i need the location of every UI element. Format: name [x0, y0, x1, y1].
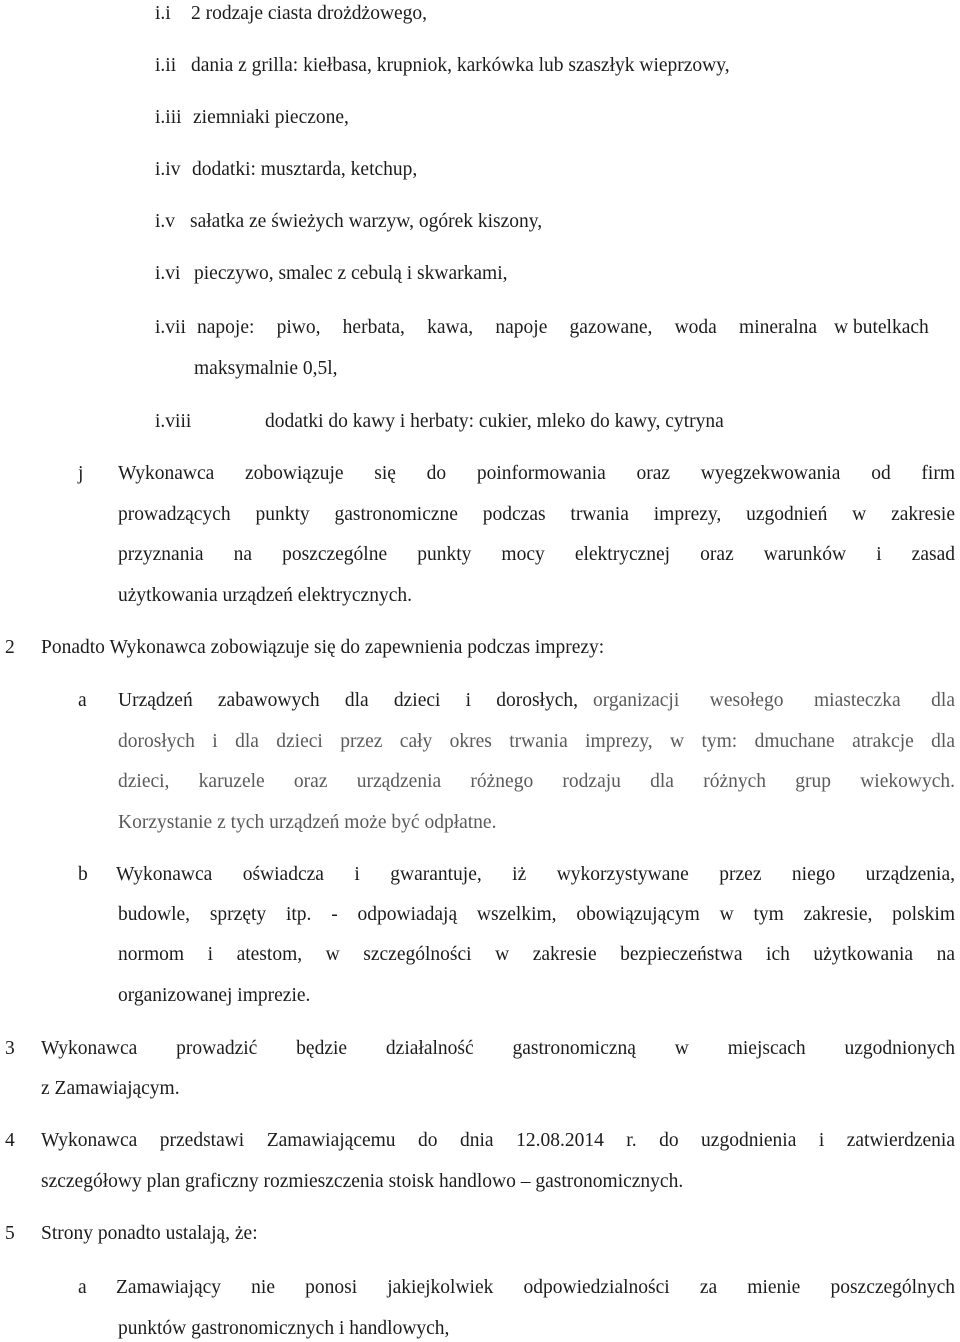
section-line: szczegółowy plan graficzny rozmieszczenia stoisk handlowo – gastronomicznych.	[41, 1171, 684, 1192]
item-marker: j	[78, 463, 84, 484]
section-number: 3	[5, 1038, 15, 1059]
subitem-text: ziemniaki pieczone,	[193, 107, 349, 128]
section-number: 5	[5, 1223, 15, 1244]
subitem-text: 2 rodzaje ciasta drożdżowego,	[191, 3, 428, 24]
item-marker: b	[78, 864, 88, 885]
paragraph-line: organizowanej imprezie.	[118, 985, 311, 1006]
paragraph-line: prowadzących punkty gastronomiczne podczas trwania imprezy, uzgodnień w zakresie	[118, 504, 955, 525]
subitem-number: i.v	[155, 211, 176, 232]
subitem-number: i.iii	[155, 107, 182, 128]
paragraph-line: budowle, sprzęty itp. - odpowiadają wszelkim, obowiązującym w tym zakresie, polskim	[118, 904, 955, 925]
section-text: Ponadto Wykonawca zobowiązuje się do zapewnienia podczas imprezy:	[41, 637, 605, 658]
subitem-text: pieczywo, smalec z cebulą i skwarkami,	[194, 263, 508, 284]
paragraph-line-gray: organizacji wesołego miasteczka dla	[593, 690, 955, 711]
subitem-number: i.vii	[155, 317, 186, 338]
paragraph-line-gray: dorosłych i dla dzieci przez cały okres trwania imprezy, w tym: dmuchane atrakcje dla	[118, 731, 955, 752]
subitem-text: dania z grilla: kiełbasa, krupniok, karkówka lub szaszłyk wieprzowy,	[191, 55, 730, 76]
paragraph-line-emphasis: Urządzeń zabawowych dla dzieci i dorosłych,	[118, 690, 578, 711]
paragraph-line: Wykonawca oświadcza i gwarantuje, iż wykorzystywane przez niego urządzenia,	[116, 864, 955, 885]
section-line: z Zamawiającym.	[41, 1078, 180, 1099]
subitem-number: i.iv	[155, 159, 181, 180]
paragraph-line: użytkowania urządzeń elektrycznych.	[118, 585, 412, 606]
subitem-number: i.viii	[155, 411, 192, 432]
item-marker: a	[78, 690, 87, 711]
subitem-number: i.vi	[155, 263, 181, 284]
item-marker: a	[78, 1277, 87, 1298]
section-line: Wykonawca przedstawi Zamawiającemu do dnia 12.08.2014 r. do uzgodnienia i zatwierdzenia	[41, 1130, 955, 1151]
section-line: Wykonawca prowadzić będzie działalność gastronomiczną w miejscach uzgodnionych	[41, 1038, 955, 1059]
section-number: 4	[5, 1130, 15, 1151]
subitem-text: sałatka ze świeżych warzyw, ogórek kiszony,	[190, 211, 543, 232]
subitem-number: i.i	[155, 3, 171, 24]
paragraph-line-gray: Korzystanie z tych urządzeń może być odpłatne.	[118, 812, 497, 833]
subitem-text-end: w butelkach	[834, 317, 929, 338]
subitem-text: dodatki: musztarda, ketchup,	[192, 159, 418, 180]
paragraph-line: Zamawiający nie ponosi jakiejkolwiek odpowiedzialności za mienie poszczególnych	[116, 1277, 955, 1298]
paragraph-line: przyznania na poszczególne punkty mocy elektrycznej oraz warunków i zasad	[118, 544, 955, 565]
paragraph-line: normom i atestom, w szczególności w zakresie bezpieczeństwa ich użytkowania na	[118, 944, 955, 965]
paragraph-line-gray: dzieci, karuzele oraz urządzenia różnego rodzaju dla różnych grup wiekowych.	[118, 771, 955, 792]
section-text: Strony ponadto ustalają, że:	[41, 1223, 258, 1244]
paragraph-line: punktów gastronomicznych i handlowych,	[118, 1318, 450, 1339]
paragraph-line: Wykonawca zobowiązuje się do poinformowania oraz wyegzekwowania od firm	[118, 463, 955, 484]
subitem-number: i.ii	[155, 55, 177, 76]
section-number: 2	[5, 637, 15, 658]
subitem-continuation: maksymalnie 0,5l,	[194, 358, 338, 379]
subitem-text: dodatki do kawy i herbaty: cukier, mleko do kawy, cytryna	[265, 411, 724, 432]
subitem-text: napoje: piwo, herbata, kawa, napoje gazowane, woda mineralna	[197, 317, 817, 338]
